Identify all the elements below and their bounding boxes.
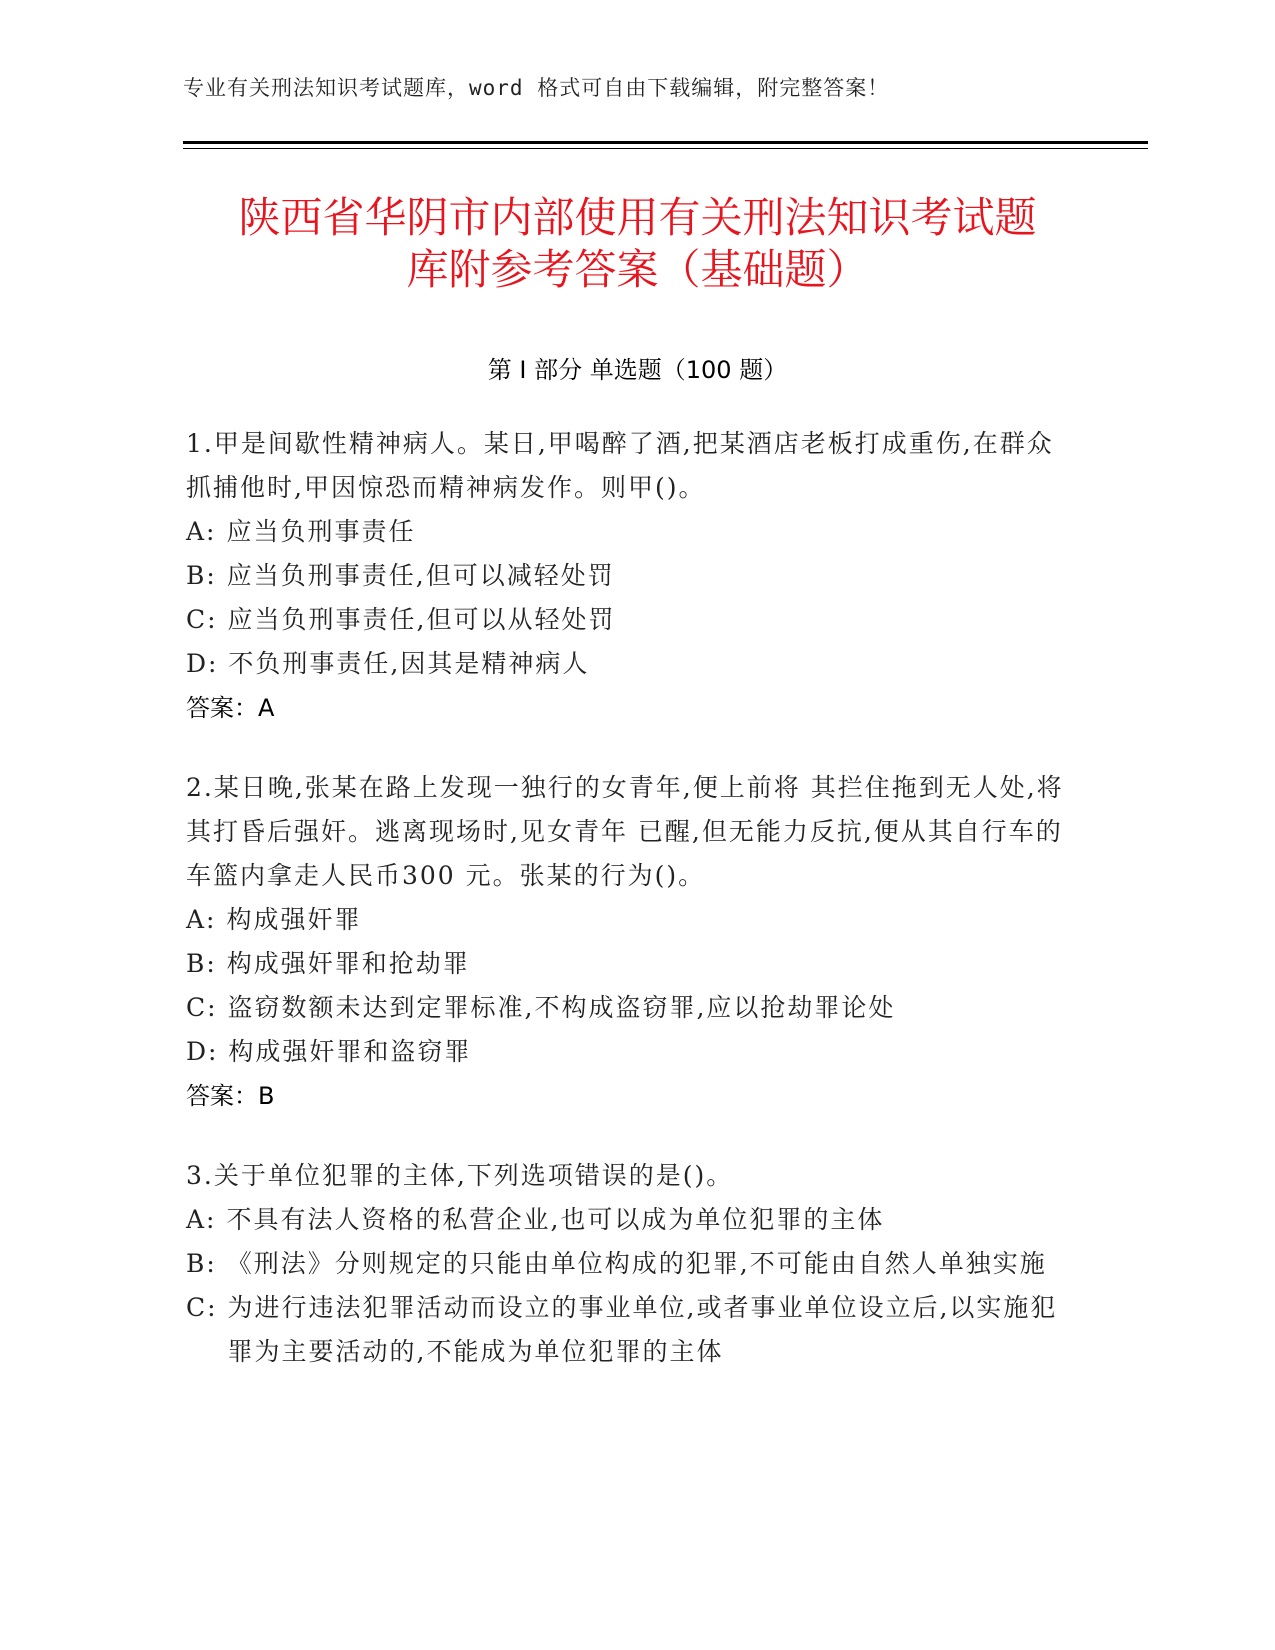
- option-row: [186, 1198, 1066, 1242]
- option-text: 为进行违法犯罪活动而设立的事业单位,或者事业单位设立后,以实施犯罪为主要活动的,不能成为单位犯罪的主体: [227, 1293, 1058, 1366]
- title-line-2: 库附参考答案（基础题）: [406, 245, 869, 294]
- option-letter: C:: [186, 1293, 218, 1322]
- option-text: 应当负刑事责任: [226, 517, 416, 546]
- section-heading: 第 I 部分 单选题（100 题）: [487, 356, 788, 384]
- answer-line: [186, 1074, 1066, 1118]
- answer-value: B: [258, 1082, 275, 1110]
- title-line-1: 陕西省华阴市内部使用有关刑法知识考试题: [238, 193, 1037, 242]
- option-row: [186, 898, 1066, 942]
- option-text: 应当负刑事责任,但可以从轻处罚: [227, 605, 616, 634]
- answer-value: A: [258, 694, 275, 722]
- option-letter: B:: [186, 1249, 217, 1278]
- question-text: 3.关于单位犯罪的主体,下列选项错误的是()。: [186, 1161, 734, 1190]
- option-text: 构成强奸罪和盗窃罪: [228, 1037, 472, 1066]
- option-text: 不负刑事责任,因其是精神病人: [228, 649, 590, 678]
- option-row: [186, 554, 1066, 598]
- option-text: 不具有法人资格的私营企业,也可以成为单位犯罪的主体: [226, 1205, 885, 1234]
- option-row: [186, 642, 1066, 686]
- option-row: [186, 1286, 1066, 1374]
- option-letter: A:: [186, 517, 217, 546]
- option-row: [186, 942, 1066, 986]
- option-row: [186, 598, 1066, 642]
- answer-label: 答案：: [186, 1082, 258, 1110]
- option-letter: D:: [186, 1037, 219, 1066]
- option-letter: C:: [186, 605, 218, 634]
- option-letter: B:: [186, 561, 217, 590]
- option-text: 构成强奸罪: [226, 905, 362, 934]
- question-text: 1.甲是间歇性精神病人。某日,甲喝醉了酒,把某酒店老板打成重伤,在群众抓捕他时,甲因惊恐而精神病发作。则甲()。: [186, 429, 1054, 502]
- option-text: 应当负刑事责任,但可以减轻处罚: [226, 561, 615, 590]
- option-letter: B:: [186, 949, 217, 978]
- header-note: 专业有关刑法知识考试题库，word 格式可自由下载编辑，附完整答案！: [183, 76, 890, 100]
- option-row: [186, 510, 1066, 554]
- option-letter: A:: [186, 905, 217, 934]
- option-text: 《刑法》分则规定的只能由单位构成的犯罪,不可能由自然人单独实施: [226, 1249, 1047, 1278]
- header-rule-thin: [183, 148, 1148, 149]
- option-text: 构成强奸罪和抢劫罪: [226, 949, 470, 978]
- option-row: [186, 1242, 1066, 1286]
- question-block: [186, 766, 1066, 1118]
- question-list: [186, 422, 1066, 1410]
- option-row: [186, 1030, 1066, 1074]
- question-block: [186, 1154, 1066, 1374]
- document-title: [150, 192, 1125, 296]
- question-text: 2.某日晚,张某在路上发现一独行的女青年,便上前将 其拦住拖到无人处,将其打昏后强奸。逃离现场时,见女青年 已醒,但无能力反抗,便从其自行车的车篮内拿走人民币300 元。张某的行为()。: [186, 773, 1064, 890]
- option-row: [186, 986, 1066, 1030]
- answer-label: 答案：: [186, 694, 258, 722]
- answer-line: [186, 686, 1066, 730]
- option-letter: C:: [186, 993, 218, 1022]
- option-letter: A:: [186, 1205, 217, 1234]
- option-letter: D:: [186, 649, 219, 678]
- header-rule-thick: [183, 141, 1148, 144]
- question-block: [186, 422, 1066, 730]
- option-text: 盗窃数额未达到定罪标准,不构成盗窃罪,应以抢劫罪论处: [227, 993, 896, 1022]
